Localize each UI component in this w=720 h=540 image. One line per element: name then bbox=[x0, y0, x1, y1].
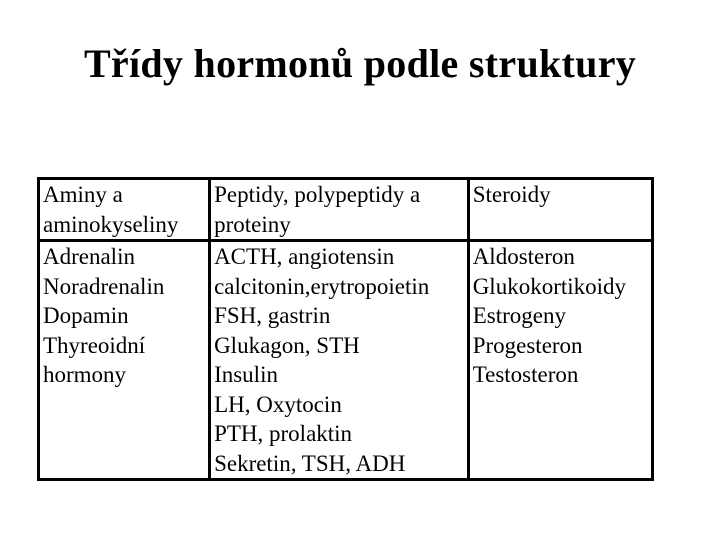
list-item: ACTH, angiotensin bbox=[214, 244, 395, 269]
header-line: Steroidy bbox=[472, 182, 551, 207]
header-amines bbox=[39, 179, 210, 241]
list-item: PTH, prolaktin bbox=[214, 421, 353, 446]
list-item: Glukagon, STH bbox=[214, 332, 360, 358]
list-item: Estrogeny bbox=[472, 303, 566, 328]
list-item: Insulin bbox=[214, 362, 278, 387]
list-item: Dopamin bbox=[43, 303, 129, 328]
header-peptides bbox=[210, 179, 469, 241]
list-item: Aldosteron bbox=[472, 244, 575, 269]
header-line: aminokyseliny bbox=[43, 211, 179, 237]
list-item: Adrenalin bbox=[43, 244, 135, 269]
table-body-row bbox=[39, 241, 653, 480]
list-item: Thyreoidní bbox=[43, 332, 146, 358]
list-item: Glukokortikoidy bbox=[472, 273, 627, 299]
header-steroids bbox=[468, 179, 652, 241]
list-item: Noradrenalin bbox=[43, 273, 165, 299]
header-line: Peptidy, polypeptidy a bbox=[214, 182, 421, 207]
list-item: Progesteron bbox=[472, 332, 583, 358]
cell-steroids bbox=[468, 241, 652, 480]
list-item: Testosteron bbox=[472, 362, 579, 387]
header-line: proteiny bbox=[214, 211, 291, 237]
list-item: hormony bbox=[43, 362, 127, 387]
list-item: LH, Oxytocin bbox=[214, 391, 342, 417]
hormone-classes-table bbox=[37, 177, 654, 481]
list-item: calcitonin,erytropoietin bbox=[214, 273, 430, 299]
list-item: FSH, gastrin bbox=[214, 303, 331, 328]
cell-peptides bbox=[210, 241, 469, 480]
list-item: Sekretin, TSH, ADH bbox=[214, 450, 406, 476]
header-line: Aminy a bbox=[43, 182, 123, 207]
table-header-row bbox=[39, 179, 653, 241]
page-title: Třídy hormonů podle struktury bbox=[83, 41, 637, 86]
cell-amines bbox=[39, 241, 210, 480]
